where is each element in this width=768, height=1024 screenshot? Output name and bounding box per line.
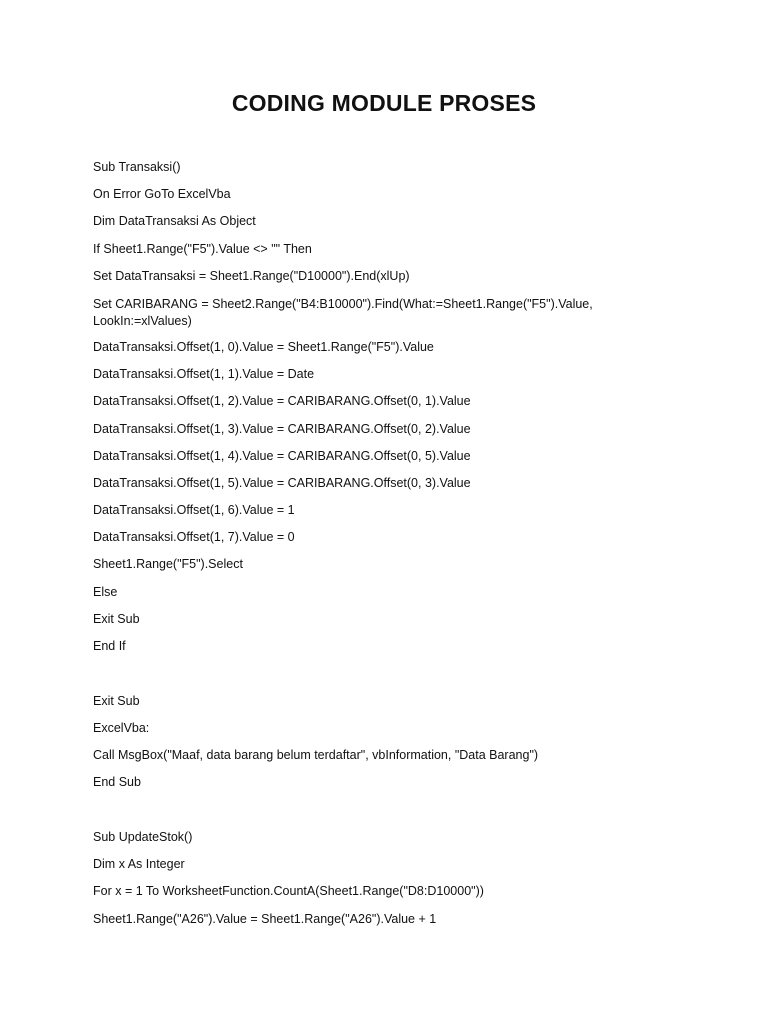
code-line-blank bbox=[93, 802, 613, 817]
code-line: Call MsgBox("Maaf, data barang belum terdaftar", vbInformation, "Data Barang") bbox=[93, 748, 539, 763]
code-line: DataTransaksi.Offset(1, 4).Value = CARIBARANG.Offset(0, 5).Value bbox=[93, 448, 471, 463]
code-line: Exit Sub bbox=[93, 693, 140, 708]
code-line: Sub Transaksi() bbox=[93, 160, 181, 174]
code-line: ExcelVba: bbox=[93, 720, 150, 735]
code-line: DataTransaksi.Offset(1, 6).Value = 1 bbox=[93, 503, 295, 518]
code-line: DataTransaksi.Offset(1, 2).Value = CARIBARANG.Offset(0, 1).Value bbox=[93, 394, 471, 409]
code-line: DataTransaksi.Offset(1, 1).Value = Date bbox=[93, 367, 315, 382]
code-line: End Sub bbox=[93, 775, 141, 790]
code-line: Dim DataTransaksi As Object bbox=[93, 214, 256, 229]
code-line: Exit Sub bbox=[93, 611, 140, 626]
code-line: Sheet1.Range("F5").Select bbox=[93, 557, 243, 572]
code-line: Else bbox=[93, 584, 118, 599]
code-line-blank bbox=[93, 666, 613, 681]
code-line: Set DataTransaksi = Sheet1.Range("D10000").End(xlUp) bbox=[93, 268, 410, 283]
code-listing bbox=[93, 160, 613, 939]
code-line: Sub UpdateStok() bbox=[93, 829, 193, 844]
code-line: DataTransaksi.Offset(1, 7).Value = 0 bbox=[93, 530, 295, 545]
code-line: Set CARIBARANG = Sheet2.Range("B4:B10000").Find(What:=Sheet1.Range("F5").Value, LookIn:=xlValues) bbox=[93, 296, 597, 328]
code-line: If Sheet1.Range("F5").Value <> "" Then bbox=[93, 241, 312, 256]
code-line: DataTransaksi.Offset(1, 0).Value = Sheet1.Range("F5").Value bbox=[93, 339, 434, 354]
code-line: For x = 1 To WorksheetFunction.CountA(Sheet1.Range("D8:D10000")) bbox=[93, 884, 484, 899]
code-line: On Error GoTo ExcelVba bbox=[93, 187, 231, 202]
code-line: Dim x As Integer bbox=[93, 857, 185, 872]
code-line: End If bbox=[93, 639, 126, 653]
code-line: DataTransaksi.Offset(1, 3).Value = CARIBARANG.Offset(0, 2).Value bbox=[93, 421, 471, 436]
code-line: DataTransaksi.Offset(1, 5).Value = CARIBARANG.Offset(0, 3).Value bbox=[93, 475, 471, 490]
page-title: CODING MODULE PROSES bbox=[231, 90, 537, 116]
code-line: Sheet1.Range("A26").Value = Sheet1.Range("A26").Value + 1 bbox=[93, 911, 437, 926]
